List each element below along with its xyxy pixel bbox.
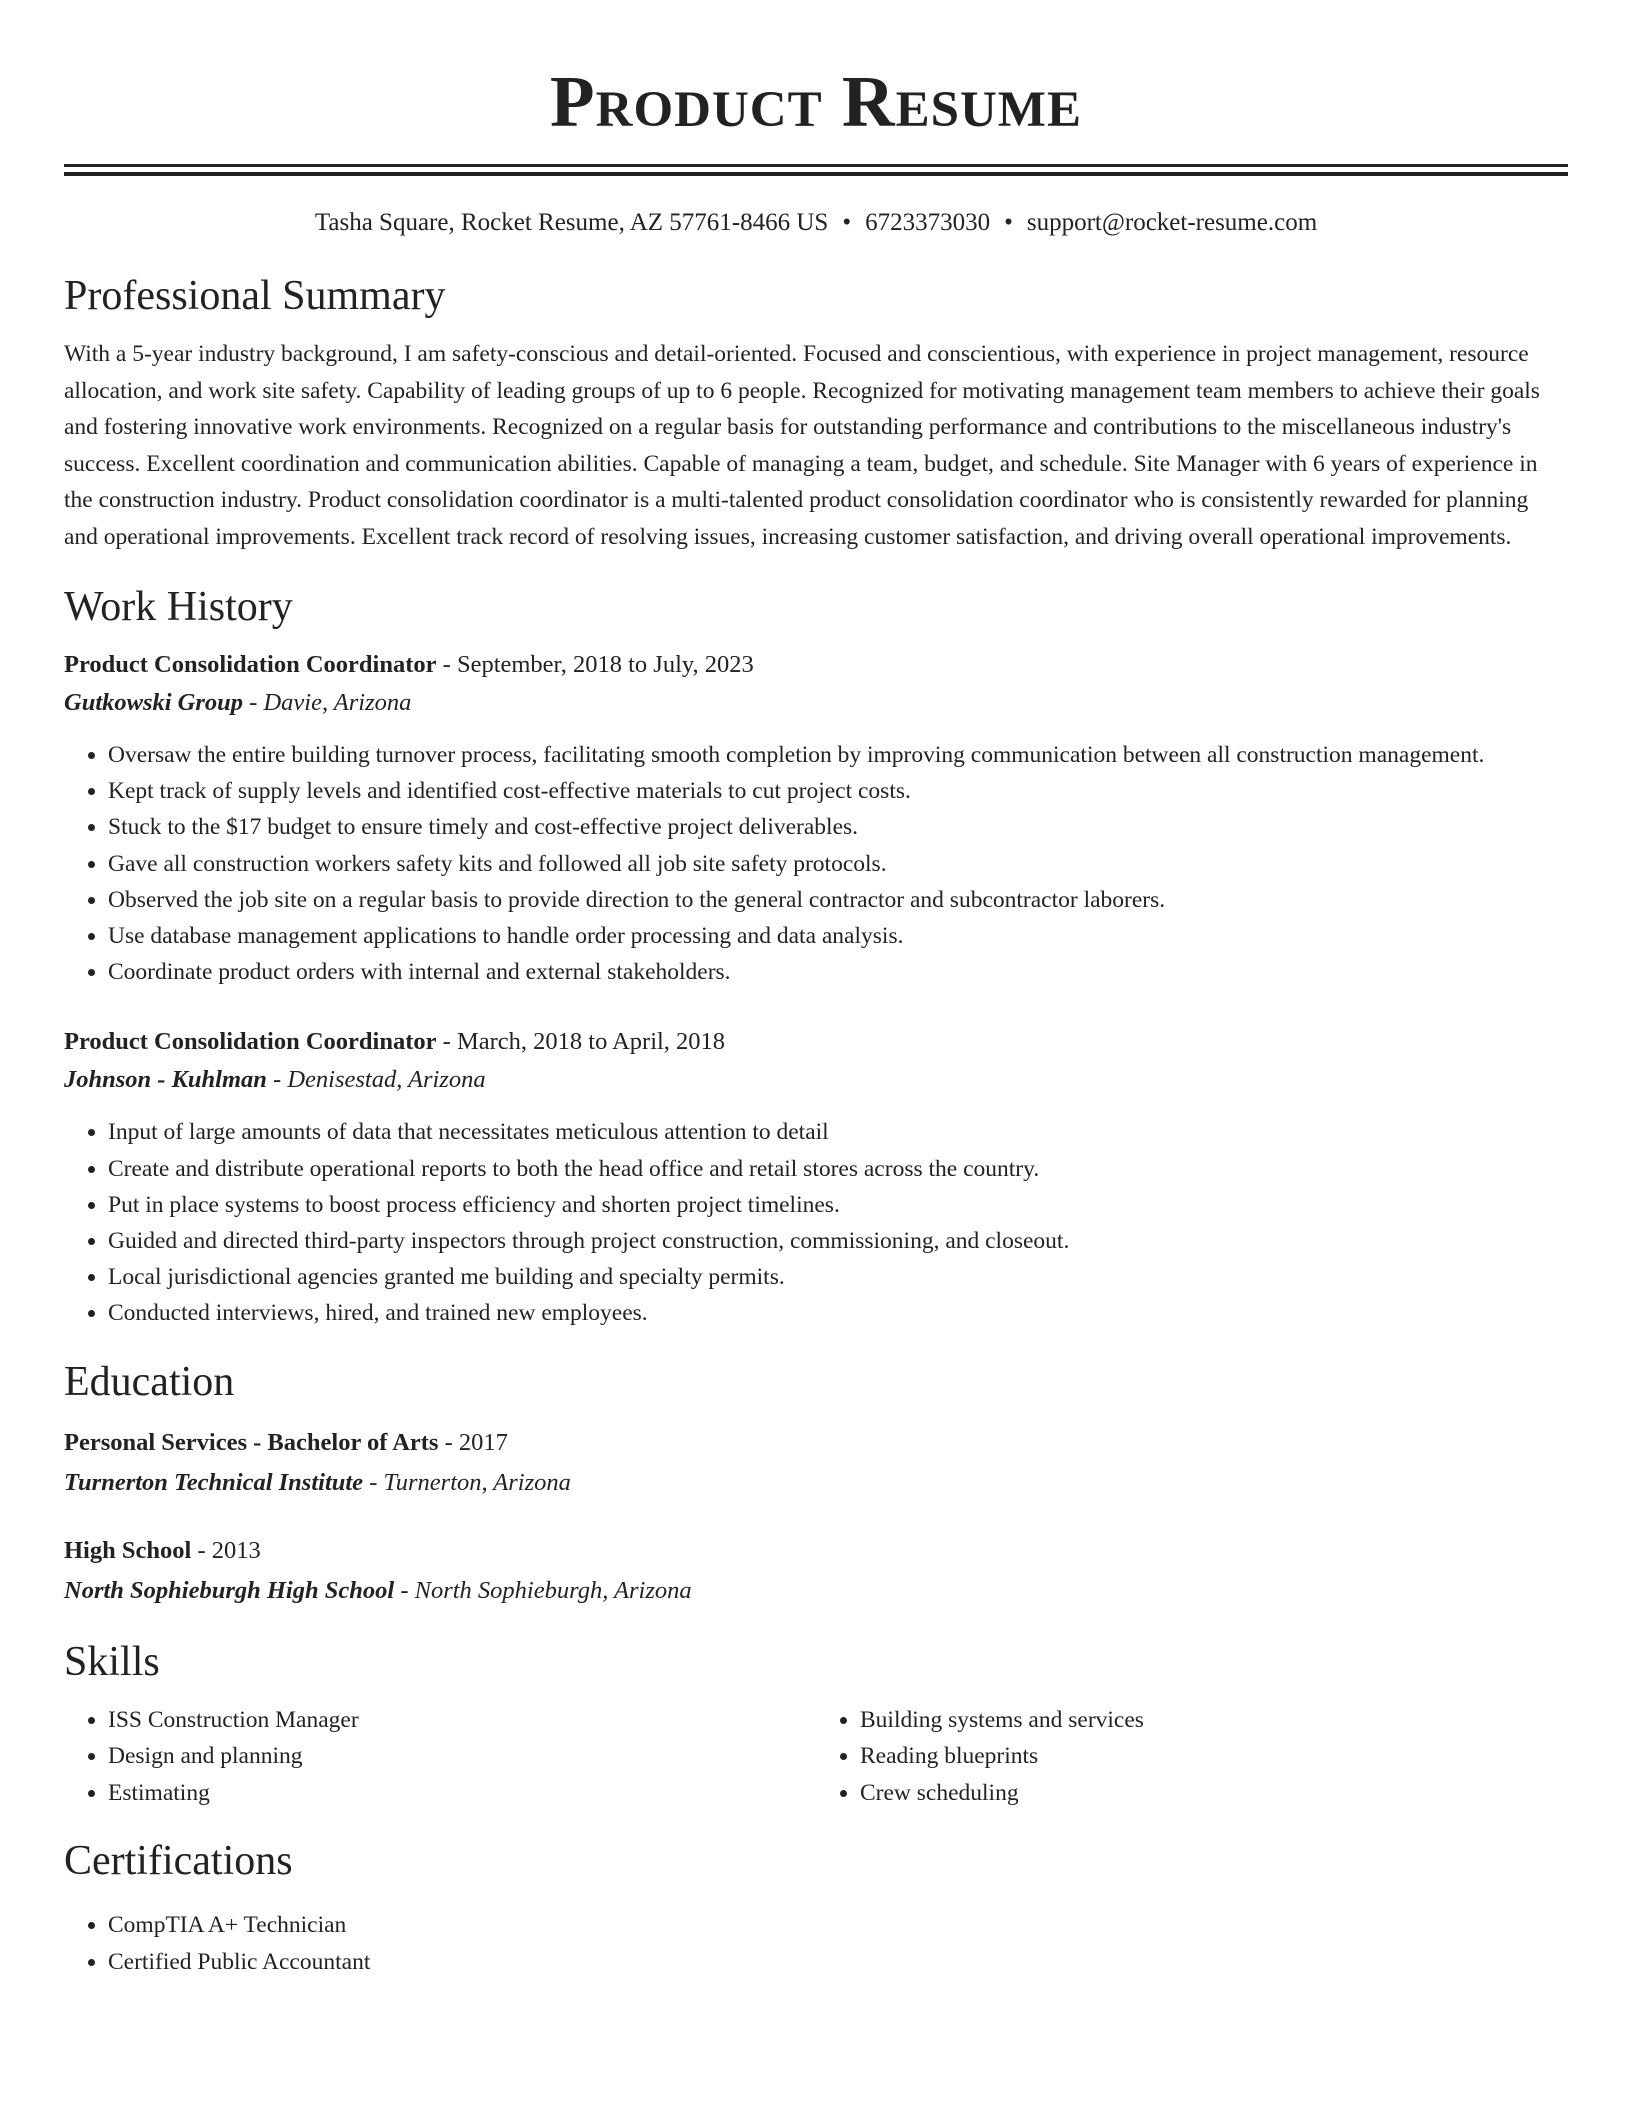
job-bullet-list [64, 737, 1568, 990]
resume-title: Product Resume [550, 61, 1082, 142]
job-company-line [64, 1060, 1568, 1100]
job-location: - Davie, Arizona [243, 689, 412, 716]
education-degree-line [64, 1532, 1568, 1570]
education-school-line [64, 1570, 1568, 1612]
section-heading-certifications: Certifications [64, 1838, 293, 1885]
job-company-line [64, 683, 1568, 723]
job-entry [64, 647, 1568, 990]
list-item: • Use database management applications to handle order processing and data analysis. [108, 918, 1568, 954]
education-year: - 2013 [191, 1536, 261, 1564]
education-year: - 2017 [438, 1428, 508, 1456]
education-school-line [64, 1462, 1568, 1504]
education-degree: High School [64, 1536, 192, 1564]
list-item: • ISS Construction Manager [108, 1702, 816, 1739]
section-heading-summary: Professional Summary [64, 273, 446, 319]
contact-phone: 6723373030 [865, 209, 991, 236]
list-item: • Create and distribute operational reports to both the head office and retail stores across the country. [108, 1151, 1568, 1187]
list-item: • Local jurisdictional agencies granted me building and specialty permits. [108, 1259, 1568, 1295]
education-entry [64, 1532, 1568, 1612]
list-item: • Put in place systems to boost process efficiency and shorten project timelines. [108, 1187, 1568, 1223]
list-item: • Guided and directed third-party inspectors through project construction, commissioning, and closeout. [108, 1223, 1568, 1259]
job-dates: - March, 2018 to April, 2018 [436, 1028, 726, 1056]
list-item: • Coordinate product orders with internal and external stakeholders. [108, 954, 1568, 990]
job-title-line [64, 1024, 1568, 1060]
education-school: Turnerton Technical Institute [64, 1468, 364, 1496]
section-heading-work-history: Work History [64, 584, 293, 630]
contact-address: Tasha Square, Rocket Resume, AZ 57761-8466 US [314, 209, 829, 236]
list-item: • Observed the job site on a regular basis to provide direction to the general contractor and subcontractor laborers. [108, 882, 1568, 918]
list-item: • Input of large amounts of data that necessitates meticulous attention to detail [108, 1114, 1568, 1150]
list-item: • Design and planning [108, 1738, 816, 1775]
education-degree: Personal Services - Bachelor of Arts [64, 1428, 439, 1456]
job-company: Johnson - Kuhlman [64, 1066, 267, 1094]
skills-list-right [816, 1702, 1568, 1812]
contact-separator: • [1004, 209, 1013, 236]
certifications-list [64, 1907, 1568, 1980]
job-role: Product Consolidation Coordinator [64, 651, 437, 678]
skills-list-left [64, 1702, 816, 1812]
contact-email: support@rocket-resume.com [1026, 209, 1318, 236]
list-item: • Oversaw the entire building turnover process, facilitating smooth completion by improving communication between all construction management. [108, 737, 1568, 773]
education-location: - Turnerton, Arizona [363, 1468, 571, 1496]
education-school: North Sophieburgh High School [64, 1576, 395, 1604]
list-item: • Certified Public Accountant [108, 1944, 1568, 1981]
section-heading-skills: Skills [64, 1638, 160, 1685]
job-bullet-list [64, 1114, 1568, 1331]
job-role: Product Consolidation Coordinator [64, 1028, 437, 1056]
list-item: • Gave all construction workers safety kits and followed all job site safety protocols. [108, 846, 1568, 882]
list-item: • Crew scheduling [860, 1775, 1568, 1812]
summary-text: With a 5-year industry background, I am safety-conscious and detail-oriented. Focused and conscientious, with experience in project management, resource allocation, and work site safety. Capability of leading groups of up to 6 people. Recognized for motivating management team members to achieve their goals and fostering innovative work environments. Recognized on a regular basis for outstanding performance and contributions to the miscellaneous industry's success. Excellent coordination and communication abilities. Capable of managing a team, budget, and schedule. Site Manager with 6 years of experience in the construction industry. Product consolidation coordinator is a multi-talented product consolidation coordinator who is consistently rewarded for planning and operational improvements. Excellent track record of resolving issues, increasing customer satisfaction, and driving overall operational improvements. [64, 341, 1540, 550]
job-dates: - September, 2018 to July, 2023 [436, 651, 754, 678]
education-degree-line [64, 1424, 1568, 1462]
list-item: • Kept track of supply levels and identified cost-effective materials to cut project costs. [108, 773, 1568, 809]
list-item: • Reading blueprints [860, 1738, 1568, 1775]
job-entry [64, 1024, 1568, 1331]
section-heading-education: Education [64, 1358, 235, 1405]
list-item: • Building systems and services [860, 1702, 1568, 1739]
title-double-rule [64, 164, 1568, 176]
list-item: • CompTIA A+ Technician [108, 1907, 1568, 1944]
job-company: Gutkowski Group [64, 689, 244, 716]
skills-columns [64, 1702, 1568, 1812]
education-location: - North Sophieburgh, Arizona [394, 1576, 692, 1604]
job-title-line [64, 647, 1568, 683]
education-entry [64, 1424, 1568, 1504]
job-location: - Denisestad, Arizona [266, 1066, 486, 1094]
list-item: • Stuck to the $17 budget to ensure timely and cost-effective project deliverables. [108, 809, 1568, 845]
list-item: • Conducted interviews, hired, and trained new employees. [108, 1295, 1568, 1331]
list-item: • Estimating [108, 1775, 816, 1812]
contact-line [64, 206, 1568, 240]
contact-separator: • [842, 209, 852, 236]
